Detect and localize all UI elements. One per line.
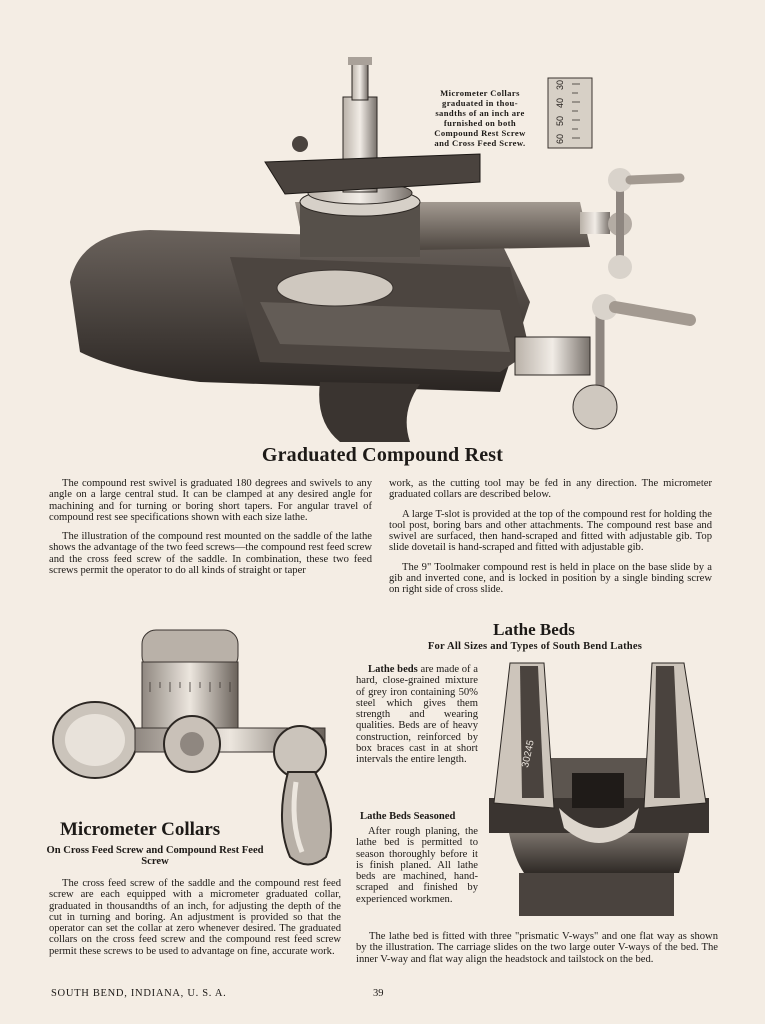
paragraph: The 9" Toolmaker compound rest is held in place on the base slide by a gib and inverted cone, and is locked in position by a single binding screw on right side of cross slide. [389,561,712,596]
micrometer-dial-illustration [546,76,596,150]
micrometer-caption [424,88,536,148]
caption-line: furnished on both [443,118,517,128]
compound-rest-text-left [49,478,372,584]
page-title: Graduated Compound Rest [261,444,504,466]
lathe-beds-subtitle: For All Sizes and Types of South Bend Lathes [427,641,643,652]
caption-line: graduated in thou- [442,98,518,108]
paragraph: After rough planing, the lathe bed is permitted to season thoroughly before it is finish planed. All lathe beds are machined, hand-scraped and finished by experienced workmen. [356,826,478,905]
paragraph: The cross feed screw of the saddle and the compound rest feed screw are each equipped with a micrometer graduated collar, graduated in thousandths of an inch, for adjusting the depth of the cut in turning and boring. An adjustment is provided so that the operator can set the collar at zero whenever desired. The graduated collars on the cross feed screw and the compound rest feed screw permit these screws to be used to advantage on fine, accurate work. [49,878,341,957]
lathe-beds-bottom [356,931,718,973]
dial-number: 40 [555,97,565,108]
dial-number: 60 [555,133,565,144]
caption-line: Compound Rest Screw [434,128,526,138]
paragraph: The illustration of the compound rest mounted on the saddle of the lathe shows the advantage of the two feed screws—the compound rest feed screw and the cross feed screw of the saddle. In combination, these two feed screws permit the operator to do all kinds of straight or taper [49,531,372,577]
page-number: 39 [373,988,384,999]
paragraph: A large T-slot is provided at the top of the compound rest for holding the tool post, boring bars and other attachments. The compound rest base and swivel are surfaced, then hand-scraped and fitted with adjustable gib. Top slide dovetail is hand-scraped and fitted with adjustable gib. [389,508,712,554]
dial-number: 50 [555,115,565,126]
lathe-beds-title: Lathe Beds [493,620,575,639]
compound-rest-text-right [389,478,712,604]
paragraph: work, as the cutting tool may be fed in any direction. The micrometer graduated collars are described below. [389,478,712,501]
lead-text: are made of a hard, close-grained mixture of grey iron containing 50% steel which gives them strength and wearing qualities. Beds are of heavy construction, reinforced by box braces cast in at short intervals the entire length. [356,664,478,766]
caption-line: Micrometer Collars [440,88,520,98]
lathe-beds-intro [356,664,478,774]
paragraph: The lathe bed is fitted with three "prismatic V-ways" and one flat way as shown by the illustration. The carriage slides on the two large outer V-ways of the bed. The inner V-way and flat way align the headstock and tailstock on the bed. [356,931,718,965]
seasoned-heading: Lathe Beds Seasoned [360,811,456,822]
bed-number: 30245 [520,739,537,769]
caption-line: sandths of an inch are [435,108,525,118]
compound-rest-illustration [60,52,710,442]
dial-number: 30 [555,79,565,90]
paragraph: The compound rest swivel is graduated 180 degrees and swivels to any angle on a large central stud. It can be clamped at any desired angle for machining and for turning or boring short tapers. For angular travel of compound rest see specifications shown with each size lathe. [49,478,372,523]
seasoned-body [356,826,478,913]
micrometer-subtitle: On Cross Feed Screw and Compound Rest Feed Screw [46,845,264,867]
micrometer-title: Micrometer Collars [60,819,221,840]
lead-bold: Lathe beds [368,664,418,675]
caption-line: and Cross Feed Screw. [434,138,526,148]
footer-location: SOUTH BEND, INDIANA, U. S. A. [51,988,227,999]
lathe-bed-illustration [484,658,712,920]
micrometer-body [49,878,341,965]
